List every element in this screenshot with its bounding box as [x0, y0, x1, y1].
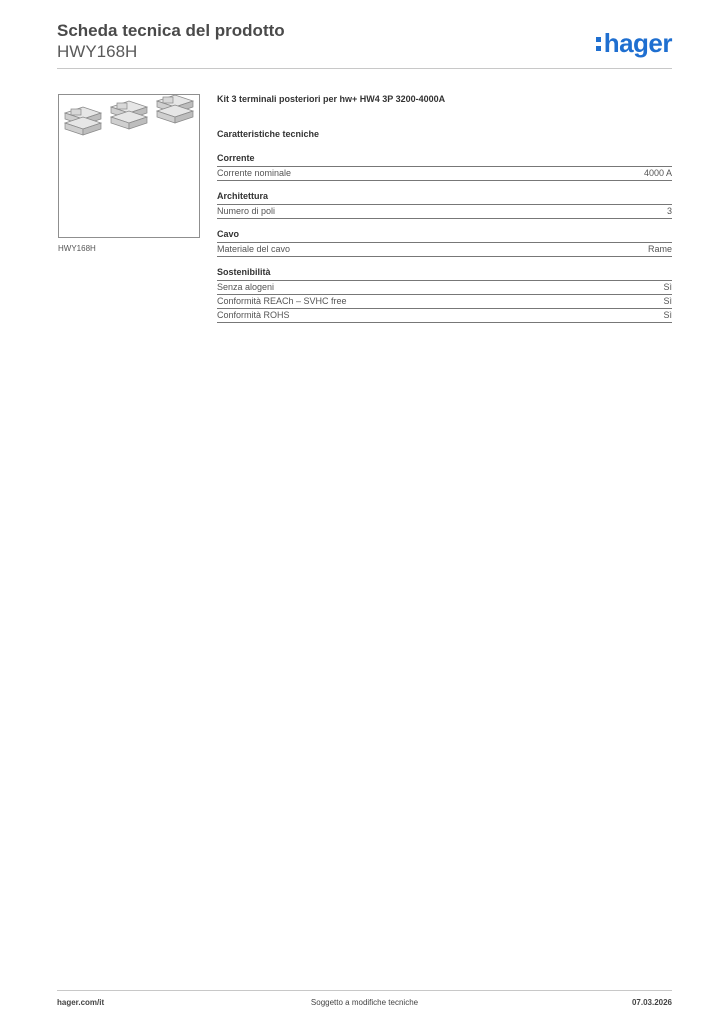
- page-header: [57, 20, 672, 62]
- header-divider: [57, 68, 672, 69]
- spec-row: [217, 281, 672, 295]
- spec-group-corrente: [217, 153, 672, 181]
- spec-value: Rame: [647, 244, 672, 254]
- spec-group-title: Architettura: [217, 191, 672, 205]
- footer-note: Soggetto a modifiche tecniche: [310, 998, 419, 1007]
- footer-website-link[interactable]: hager.com/it: [57, 998, 105, 1007]
- logo-dots-icon: [596, 37, 601, 51]
- document-title: Scheda tecnica del prodotto: [57, 21, 285, 40]
- spec-row: [217, 309, 672, 323]
- spec-row: [217, 205, 672, 219]
- spec-label: Corrente nominale: [217, 168, 292, 178]
- spec-group-title: Cavo: [217, 229, 672, 243]
- spec-group-architettura: [217, 191, 672, 219]
- spec-label: Conformità REACh – SVHC free: [217, 296, 347, 306]
- spec-label: Materiale del cavo: [217, 244, 291, 254]
- spec-content: [217, 94, 672, 323]
- spec-group-title: Sostenibilità: [217, 267, 672, 281]
- spec-value: 3: [666, 206, 672, 216]
- spec-row: [217, 295, 672, 309]
- terminal-kit-illustration: [59, 95, 199, 237]
- spec-value: Sì: [663, 282, 672, 292]
- specs-heading: Caratteristiche tecniche: [217, 129, 320, 139]
- spec-group-title: Corrente: [217, 153, 672, 167]
- spec-label: Conformità ROHS: [217, 310, 290, 320]
- image-caption: HWY168H: [58, 244, 96, 253]
- spec-label: Numero di poli: [217, 206, 276, 216]
- spec-value: 4000 A: [643, 168, 672, 178]
- spec-label: Senza alogeni: [217, 282, 275, 292]
- logo-text: hager: [603, 28, 672, 58]
- spec-group-sostenibilita: [217, 267, 672, 323]
- hager-logo: [596, 28, 672, 59]
- spec-row: [217, 167, 672, 181]
- footer-divider: [57, 990, 672, 991]
- product-image: [58, 94, 200, 238]
- spec-value: Sì: [663, 296, 672, 306]
- spec-group-cavo: [217, 229, 672, 257]
- product-code: HWY168H: [57, 42, 138, 61]
- footer-date: 07.03.2026: [631, 998, 672, 1007]
- spec-value: Sì: [663, 310, 672, 320]
- product-name: Kit 3 terminali posteriori per hw+ HW4 3P 3200-4000A: [217, 94, 446, 104]
- spec-row: [217, 243, 672, 257]
